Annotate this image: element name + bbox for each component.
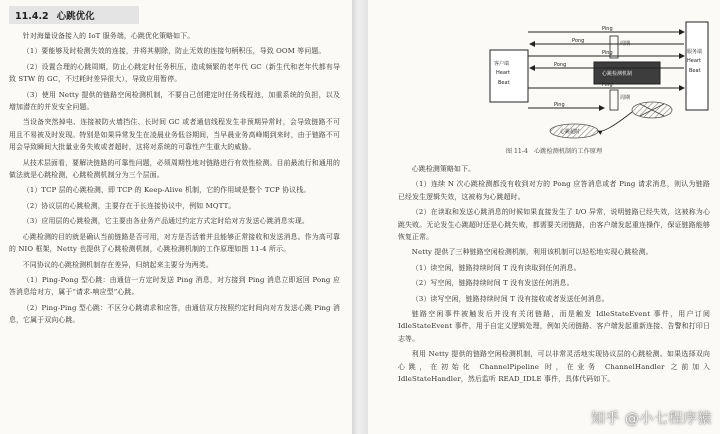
paragraph: （2）在读取和发送心跳消息的时候如果直接发生了 I/O 异常，说明链路已经失效，这被称为心跳失败。无论发生心跳超时还是心跳失败，都需要关闭链路，由客户端发起重连操作，保证链路能够恢复正常。	[398, 208, 710, 242]
paragraph: Netty 提供了三种链路空闲检测机制，利用该机制可以轻松地实现心跳检测。	[411, 248, 653, 257]
client-label: 客户端	[494, 61, 510, 67]
book-gutter	[352, 0, 368, 434]
paragraph: （1）要能够及时检测失效的连接，并将其剔除，防止无效的连接句柄积压，导致 OOM 等问题。	[22, 47, 326, 56]
ping-label: Ping	[602, 50, 613, 56]
timeout-arrow	[598, 112, 632, 131]
paragraph: 利用 Netty 提供的链路空闲检测机制，可以非常灵活地实现协议层的心跳检测。如果选择双向心跳，在初始化 ChannelPipeline 时，在业务 ChannelHandler 之前加入 IdleStateHandler，然后监听 READ_IDLE 事件，具体代码如下。	[398, 350, 710, 384]
paragraph: 针对海量设备接入的 IoT 服务端，心跳优化策略如下。	[22, 32, 195, 40]
diagram-canvas	[434, 10, 714, 140]
paragraph: （3）应用层的心跳检测，它主要由各业务产品通过约定方式定时给对方发送心跳消息实现。	[22, 217, 309, 226]
period-label: 周期	[620, 95, 631, 101]
server-label: 服务端	[687, 49, 703, 55]
period-bracket	[610, 90, 618, 110]
client-label: Beat	[498, 80, 510, 86]
left-page	[0, 0, 352, 434]
period-label: 周期	[620, 41, 631, 47]
paragraph: 链路空闲事件被触发后并没有关闭链路，而是触发 IdleStateEvent 事件，用户订阅 IdleStateEvent 事件，用于自定义逻辑处理，例如关闭链路、客户端发起重新连接、告警和打印日志等。	[398, 310, 710, 343]
paragraph: （2）协议层的心跳检测，主要存在于长连接协议中，例如 MQTT。	[22, 201, 236, 210]
server-label: Heart	[687, 58, 701, 64]
ping-label: Ping	[602, 82, 613, 88]
watermark: 知乎 @小七程序猿	[591, 411, 712, 427]
client-label: Heart	[496, 70, 510, 76]
paragraph: 心跳检测策略如下。	[411, 165, 476, 173]
ping-label: Ping	[602, 26, 613, 32]
paragraph: （2）写空闲，链路持续时间 T 没有发送任何消息。	[411, 279, 574, 288]
heartbeat-diagram	[434, 10, 714, 140]
paragraph: （1）连续 N 次心跳检测都没有收到对方的 Pong 应答消息或者 Ping 请求消息，则认为链路已经发生逻辑失效，这被称为心跳超时。	[398, 180, 710, 201]
pong-label: Pong	[572, 38, 585, 44]
paragraph: （1）Ping-Pong 型心跳：由通信一方定时发送 Ping 消息，对方接到 Ping 消息立即返回 Pong 应答消息给对方，属于“请求-响应型”心跳。	[9, 275, 340, 297]
paragraph: 从技术层面看，要解决链路的可靠性问题，必须周期性地对链路进行有效性检测。目前最流行和通用的做法就是心跳检测，心跳检测机制分为三个层面。	[9, 158, 340, 180]
center-label: 心跳检测机制	[602, 71, 633, 77]
paragraph: 心跳检测的目的就是确认当前链路是否可用，对方是否活着并且能够正常接收和发送消息。作为高可靠的 NIO 框架，Netty 也提供了心跳检测机制，心跳检测机制的工作原理如图 11-4 所示。	[9, 232, 340, 254]
pong-label: Pong	[554, 62, 567, 68]
section-number: 11.4.2	[15, 11, 49, 22]
section-title	[9, 6, 139, 24]
figure-caption: 图 11-4 心跳检测机制的工作原理	[505, 148, 603, 155]
paragraph: （1）TCP 层的心跳检测，即 TCP 的 Keep-Alive 机制，它的作用域是整个 TCP 协议栈。	[22, 186, 311, 195]
timeout-label: 心跳超时	[560, 129, 581, 135]
paragraph: （1）读空闲，链路持续时间 T 没有读取到任何消息。	[411, 263, 581, 272]
paragraph: 当设备突然掉电、连接被防火墙挡住、长时间 GC 或者通信线程发生非预期异常时，会导致链路不可用且不易被及时发现。特别是如果异常发生在凌晨业务低谷期间，当早晨业务高峰期到来时，由于链路不可用会导致瞬间大批量业务失败或者超时，这将对系统的可靠性产生重大的威胁。	[9, 118, 340, 152]
ping-label: Ping	[554, 102, 565, 108]
section-heading: 心跳优化	[56, 11, 95, 22]
right-page	[368, 0, 720, 434]
paragraph: （3）读写空闲，链路持续时间 T 没有接收或者发送任何消息。	[411, 294, 609, 303]
server-box	[686, 22, 708, 110]
paragraph: （2）Ping-Ping 型心跳：不区分心跳请求和应答，由通信双方按照约定时间向对方发送心跳 Ping 消息，它属于双向心跳。	[9, 303, 340, 325]
client-box	[490, 50, 528, 102]
server-label: Beat	[689, 68, 701, 74]
paragraph: （3）使用 Netty 提供的链路空闲检测机制，不要自己创建定时任务线程池，加重系统的负担，以及增加潜在的并发安全问题。	[9, 90, 340, 112]
paragraph: 不同协议的心跳检测机制存在差异，归纳起来主要分为两类。	[22, 260, 213, 269]
paragraph: （2）设置合理的心跳周期，防止心跳定时任务积压，造成频繁的老年代 GC（新生代和老年代都有导致 STW 的 GC，不过耗时差异很大），导致应用暂停。	[9, 62, 340, 84]
